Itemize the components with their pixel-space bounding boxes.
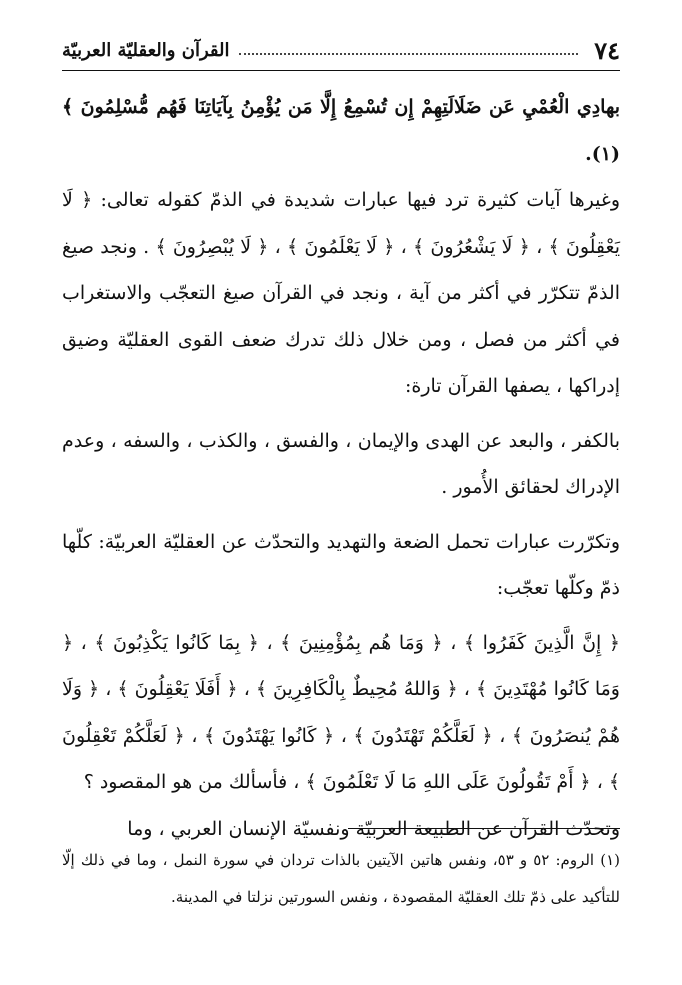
header-dot-leader — [239, 53, 578, 55]
paragraph-verse-list: ﴿ إِنَّ الَّذِينَ كَفَرُوا ﴾ ، ﴿ وَمَا هُم بِمُؤْمِنِينَ ﴾ ، ﴿ بِمَا كَانُوا يَكْذِبُونَ ﴾ ، ﴿ وَمَا كَانُوا مُهْتَدِينَ ﴾ ، ﴿ وَاللهُ مُحِيطٌ بِالْكَافِرِينَ ﴾ ، ﴿ أَفَلَا يَعْقِلُونَ ﴾ ، ﴿ وَلَا هُمْ يُنصَرُونَ ﴾ ، ﴿ لَعَلَّكُمْ تَهْتَدُونَ ﴾ ، ﴿ كَانُوا يَهْتَدُونَ ﴾ ، ﴿ لَعَلَّكُمْ تَعْقِلُونَ ﴾ ، ﴿ أَمْ تَقُولُونَ عَلَى اللهِ مَا لَا تَعْلَمُونَ ﴾ ، فأسألك من هو المقصود ؟ — [62, 631, 620, 793]
paragraph-verse-continuation: بهادِي الْعُمْيِ عَن ضَلَالَتِهِمْ إِن تُسْمِعُ إِلَّا مَن يُؤْمِنُ بِآيَاتِنَا فَهُم مُّسْلِمُونَ ﴾ (١). — [62, 96, 620, 165]
body-text — [62, 84, 620, 852]
footnote-separator — [348, 828, 620, 829]
footnote-text: (١) الروم: ٥٢ و ٥٣، ونفس هاتين الآيتين بالذات تردان في سورة النمل ، وما في ذلك إلّا للتأكيد على ذمّ تلك العقليّة المقصودة ، ونفس السورتين نزلتا في المدينة. — [62, 851, 620, 906]
paragraph-blame-phrases: وغيرها آيات كثيرة ترد فيها عبارات شديدة في الذمّ كقوله تعالى: ﴿ لَا يَعْقِلُونَ ﴾ ، ﴿ لَا يَشْعُرُونَ ﴾ ، ﴿ لَا يَعْلَمُونَ ﴾ ، ﴿ لَا يُبْصِرُونَ ﴾ . ونجد صيغ الذمّ تتكرّر في أكثر من آية ، ونجد في القرآن صيغ التعجّب والاستغراب في أكثر من فصل ، ومن خلال ذلك تدرك ضعف القوى العقليّة وضيق إدراكها ، يصفها القرآن تارة: — [62, 189, 620, 397]
footnote — [62, 842, 620, 916]
paragraph-descriptions: بالكفر ، والبعد عن الهدى والإيمان ، والفسق ، والكذب ، والسفه ، وعدم الإدراك لحقائق الأُمور . — [62, 429, 620, 498]
page-number: ٧٤ — [594, 35, 620, 65]
running-header — [62, 30, 620, 71]
paragraph-repeated-expressions: وتكرّرت عبارات تحمل الضعة والتهديد والتحدّث عن العقليّة العربيّة: كلّها ذمّ وكلّها تعجّب: — [62, 530, 620, 599]
paragraph-arab-nature: وتحدّث القرآن عن الطبيعة العربيّة ونفسيّة الإنسان العربي ، وما — [127, 817, 620, 840]
header-title: القرآن والعقليّة العربيّة — [62, 39, 230, 61]
